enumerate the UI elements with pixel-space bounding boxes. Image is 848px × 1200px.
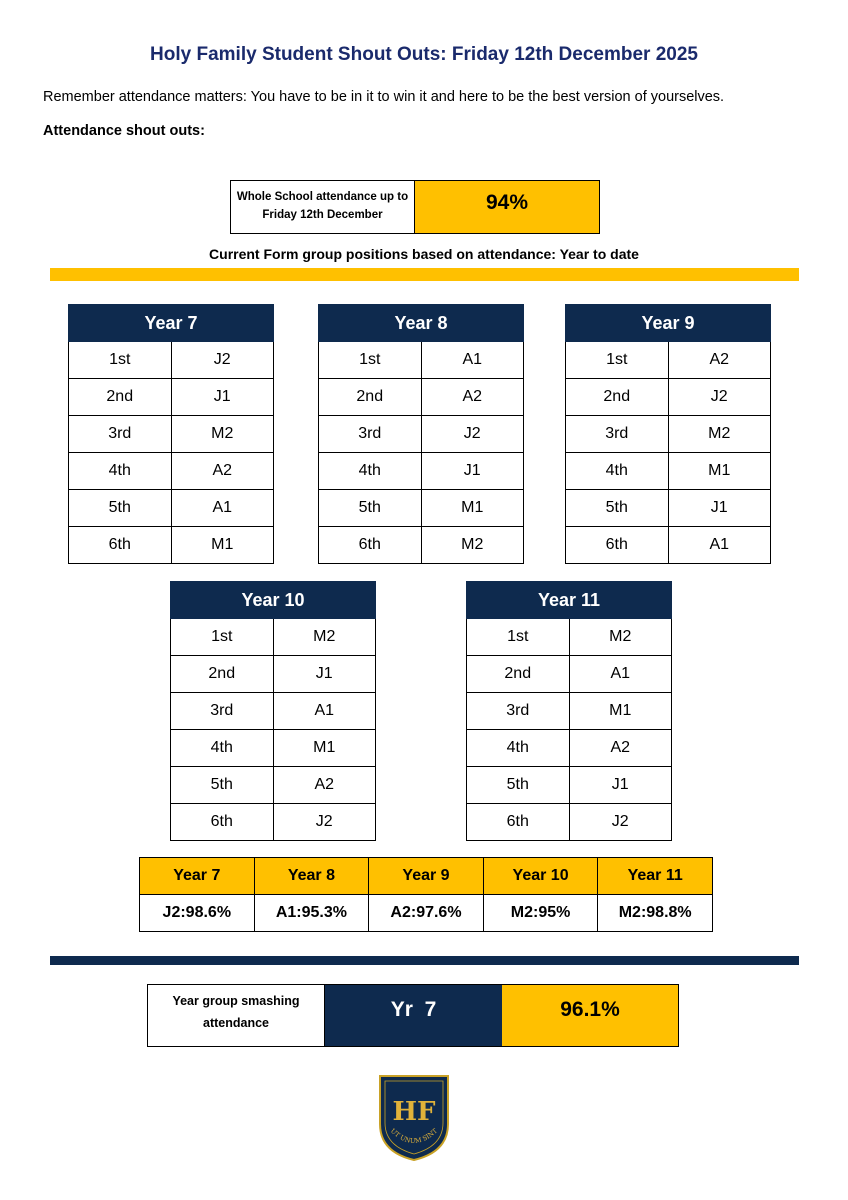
logo-motto: UT UNUM SINT [388, 1126, 440, 1146]
year-header: Year 8 [254, 858, 369, 895]
position-cell: 3rd [69, 416, 172, 453]
year-header: Year 7 [140, 858, 255, 895]
navy-divider [50, 956, 799, 965]
table-row [467, 619, 672, 656]
top-form-cell: A2:97.6% [369, 895, 484, 932]
position-cell: 3rd [319, 416, 422, 453]
year10-table [170, 581, 376, 841]
form-cell: A1 [569, 656, 672, 693]
table-row [566, 342, 771, 379]
table-row [467, 656, 672, 693]
form-cell: A2 [668, 342, 771, 379]
table-row [140, 895, 713, 932]
year9-table [565, 304, 771, 564]
form-cell: A1 [171, 490, 274, 527]
position-cell: 3rd [566, 416, 669, 453]
whole-school-label: Whole School attendance up to Friday 12th December [231, 181, 415, 233]
position-cell: 1st [467, 619, 570, 656]
attendance-heading: Attendance shout outs: [43, 123, 205, 139]
position-cell: 6th [319, 527, 422, 564]
form-cell: M1 [569, 693, 672, 730]
position-cell: 5th [319, 490, 422, 527]
table-row [69, 453, 274, 490]
form-cell: J1 [668, 490, 771, 527]
top-form-cell: J2:98.6% [140, 895, 255, 932]
table-row [566, 453, 771, 490]
table-row [467, 804, 672, 841]
table-row [69, 342, 274, 379]
table-row [69, 379, 274, 416]
year11-title: Year 11 [467, 582, 672, 619]
form-cell: A2 [421, 379, 524, 416]
form-cell: M2 [171, 416, 274, 453]
form-cell: A1 [668, 527, 771, 564]
table-row [467, 730, 672, 767]
form-cell: J2 [668, 379, 771, 416]
form-cell: J1 [171, 379, 274, 416]
year-header: Year 9 [369, 858, 484, 895]
position-cell: 4th [171, 730, 274, 767]
gold-divider [50, 268, 799, 281]
form-cell: M2 [421, 527, 524, 564]
position-cell: 5th [171, 767, 274, 804]
year-group-year-text: Yr 7 [390, 997, 437, 1021]
table-row [319, 453, 524, 490]
year8-table [318, 304, 524, 564]
table-row [467, 693, 672, 730]
year-group-label: Year group smashing attendance [148, 985, 325, 1046]
form-cell: A2 [273, 767, 376, 804]
form-cell: A1 [421, 342, 524, 379]
position-cell: 1st [171, 619, 274, 656]
position-cell: 2nd [566, 379, 669, 416]
intro-text: Remember attendance matters: You have to be in it to win it and here to be the best version of yourselves. [43, 89, 725, 105]
year-group-box [147, 984, 679, 1047]
form-cell: A2 [569, 730, 672, 767]
position-cell: 1st [319, 342, 422, 379]
table-row [319, 527, 524, 564]
table-row [171, 767, 376, 804]
form-cell: M2 [569, 619, 672, 656]
position-cell: 3rd [467, 693, 570, 730]
form-cell: J1 [421, 453, 524, 490]
form-cell: M1 [668, 453, 771, 490]
form-cell: A2 [171, 453, 274, 490]
form-cell: J1 [273, 656, 376, 693]
form-cell: J2 [273, 804, 376, 841]
position-cell: 1st [69, 342, 172, 379]
position-cell: 4th [69, 453, 172, 490]
table-row [566, 490, 771, 527]
top-form-cell: M2:95% [483, 895, 598, 932]
table-row [171, 730, 376, 767]
table-row [69, 416, 274, 453]
form-cell: M1 [421, 490, 524, 527]
position-cell: 4th [467, 730, 570, 767]
table-row [319, 490, 524, 527]
table-row [566, 379, 771, 416]
school-crest-logo [376, 1072, 452, 1162]
position-cell: 2nd [319, 379, 422, 416]
position-cell: 2nd [171, 656, 274, 693]
table-row [319, 379, 524, 416]
top-form-cell: A1:95.3% [254, 895, 369, 932]
year10-title: Year 10 [171, 582, 376, 619]
form-cell: M1 [273, 730, 376, 767]
position-cell: 3rd [171, 693, 274, 730]
position-cell: 6th [171, 804, 274, 841]
position-cell: 2nd [69, 379, 172, 416]
table-row [171, 656, 376, 693]
table-row [171, 804, 376, 841]
position-cell: 6th [467, 804, 570, 841]
year7-title: Year 7 [69, 305, 274, 342]
form-cell: J2 [171, 342, 274, 379]
position-cell: 6th [566, 527, 669, 564]
year-header: Year 10 [483, 858, 598, 895]
position-cell: 4th [566, 453, 669, 490]
table-row [566, 527, 771, 564]
form-cell: J1 [569, 767, 672, 804]
position-cell: 1st [566, 342, 669, 379]
whole-school-attendance-box [230, 180, 600, 234]
position-cell: 4th [319, 453, 422, 490]
position-cell: 2nd [467, 656, 570, 693]
year8-title: Year 8 [319, 305, 524, 342]
table-header-row [140, 858, 713, 895]
table-row [69, 527, 274, 564]
year-group-year [325, 985, 502, 1046]
logo-monogram: HF [392, 1097, 436, 1127]
form-cell: M2 [273, 619, 376, 656]
year-header: Year 11 [598, 858, 713, 895]
position-cell: 5th [566, 490, 669, 527]
positions-heading: Current Form group positions based on attendance: Year to date [209, 246, 639, 262]
position-cell: 5th [467, 767, 570, 804]
whole-school-value: 94% [415, 181, 599, 233]
table-row [319, 342, 524, 379]
form-cell: J2 [569, 804, 672, 841]
top-forms-table [139, 857, 713, 932]
page-title: Holy Family Student Shout Outs: Friday 12th December 2025 [150, 44, 698, 65]
position-cell: 5th [69, 490, 172, 527]
form-cell: A1 [273, 693, 376, 730]
table-row [171, 693, 376, 730]
year9-title: Year 9 [566, 305, 771, 342]
position-cell: 6th [69, 527, 172, 564]
year7-table [68, 304, 274, 564]
form-cell: M1 [171, 527, 274, 564]
year11-table [466, 581, 672, 841]
table-row [69, 490, 274, 527]
form-cell: M2 [668, 416, 771, 453]
table-row [467, 767, 672, 804]
table-row [171, 619, 376, 656]
table-row [319, 416, 524, 453]
table-row [566, 416, 771, 453]
year-group-value: 96.1% [502, 985, 678, 1046]
top-form-cell: M2:98.8% [598, 895, 713, 932]
form-cell: J2 [421, 416, 524, 453]
